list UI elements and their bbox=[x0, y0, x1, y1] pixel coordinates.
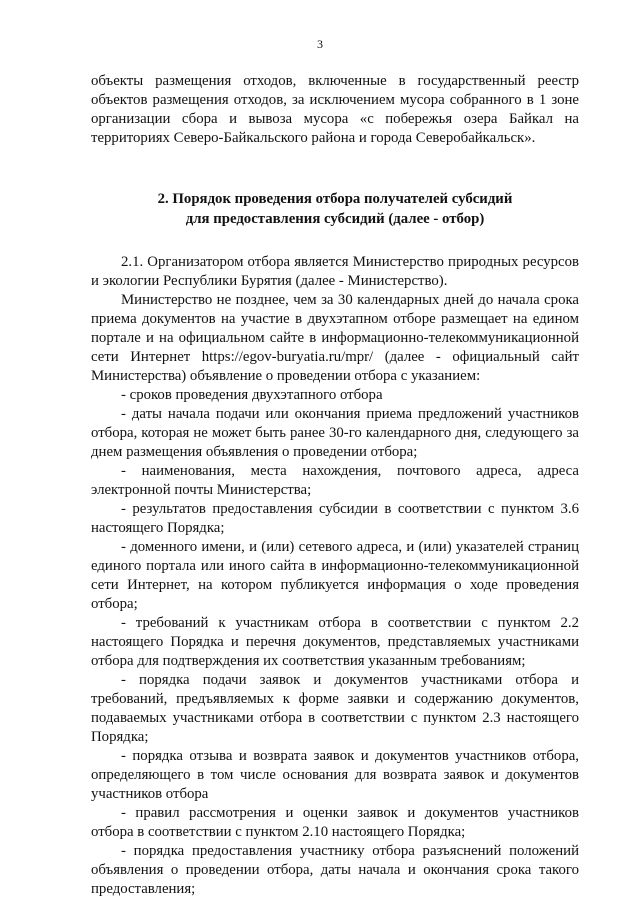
list-item-withdrawal: - порядка отзыва и возврата заявок и документов участников отбора, определяющего в том числе основания для возврата заявок и документов участников отбора bbox=[91, 748, 579, 802]
page-number: 3 bbox=[317, 37, 323, 51]
paragraph-organizer: 2.1. Организатором отбора является Министерство природных ресурсов и экологии Республики Бурятия (далее - Министерство). bbox=[91, 254, 579, 289]
list-item-clarifications: - порядка предоставления участнику отбора разъяснений положений объявления о проведении отбора, даты начала и окончания срока такого предоставления; bbox=[91, 843, 579, 897]
list-item-requirements: - требований к участникам отбора в соответствии с пунктом 2.2 настоящего Порядка и перечня документов, представляемых участниками отбора для подтверждения их соответствия указанным требованиям; bbox=[91, 615, 579, 669]
list-item-contacts: - наименования, места нахождения, почтового адреса, адреса электронной почты Министерства; bbox=[91, 463, 579, 498]
list-item-terms: - сроков проведения двухэтапного отбора bbox=[121, 387, 383, 403]
list-item-review-rules: - правил рассмотрения и оценки заявок и документов участников отбора в соответствии с пунктом 2.10 настоящего Порядка; bbox=[91, 805, 579, 840]
intro-paragraph: объекты размещения отходов, включенные в государственный реестр объектов размещения отходов, за исключением мусора собранного в 1 зоне организации сбора и вывоза мусора «с побережья озера Байкал на территориях Северо-Байкальского района и города Северобайкальск». bbox=[91, 73, 579, 146]
list-item-dates: - даты начала подачи или окончания приема предложений участников отбора, которая не может быть ранее 30-го календарного дня, следующего за днем размещения объявления о проведении отбора; bbox=[91, 406, 579, 460]
document-body bbox=[91, 72, 579, 899]
section-heading-line-1: 2. Порядок проведения отбора получателей субсидий bbox=[157, 191, 513, 207]
list-item-results: - результатов предоставления субсидии в соответствии с пунктом 3.6 настоящего Порядка; bbox=[91, 501, 579, 536]
section-heading-line-2: для предоставления субсидий (далее - отбор) bbox=[185, 211, 485, 227]
section-heading bbox=[91, 189, 579, 229]
paragraph-announcement: Министерство не позднее, чем за 30 календарных дней до начала срока приема документов на участие в двухэтапном отборе размещает на едином портале и на официальном сайте в информационно-телекоммуникационной сети Интернет https://egov-buryatia.ru/mpr/ (далее - официальный сайт Министерства) объявление о проведении отбора с указанием: bbox=[91, 292, 579, 384]
list-item-submission: - порядка подачи заявок и документов участниками отбора и требований, предъявляемых к форме заявки и содержанию документов, подаваемых участниками отбора в соответствии с пунктом 2.3 настоящего Порядка; bbox=[91, 672, 579, 745]
list-item-domain: - доменного имени, и (или) сетевого адреса, и (или) указателей страниц единого портала или иного сайта в информационно-телекоммуникационной сети Интернет, на котором публикуется информация о ходе проведения отбора; bbox=[91, 539, 579, 612]
